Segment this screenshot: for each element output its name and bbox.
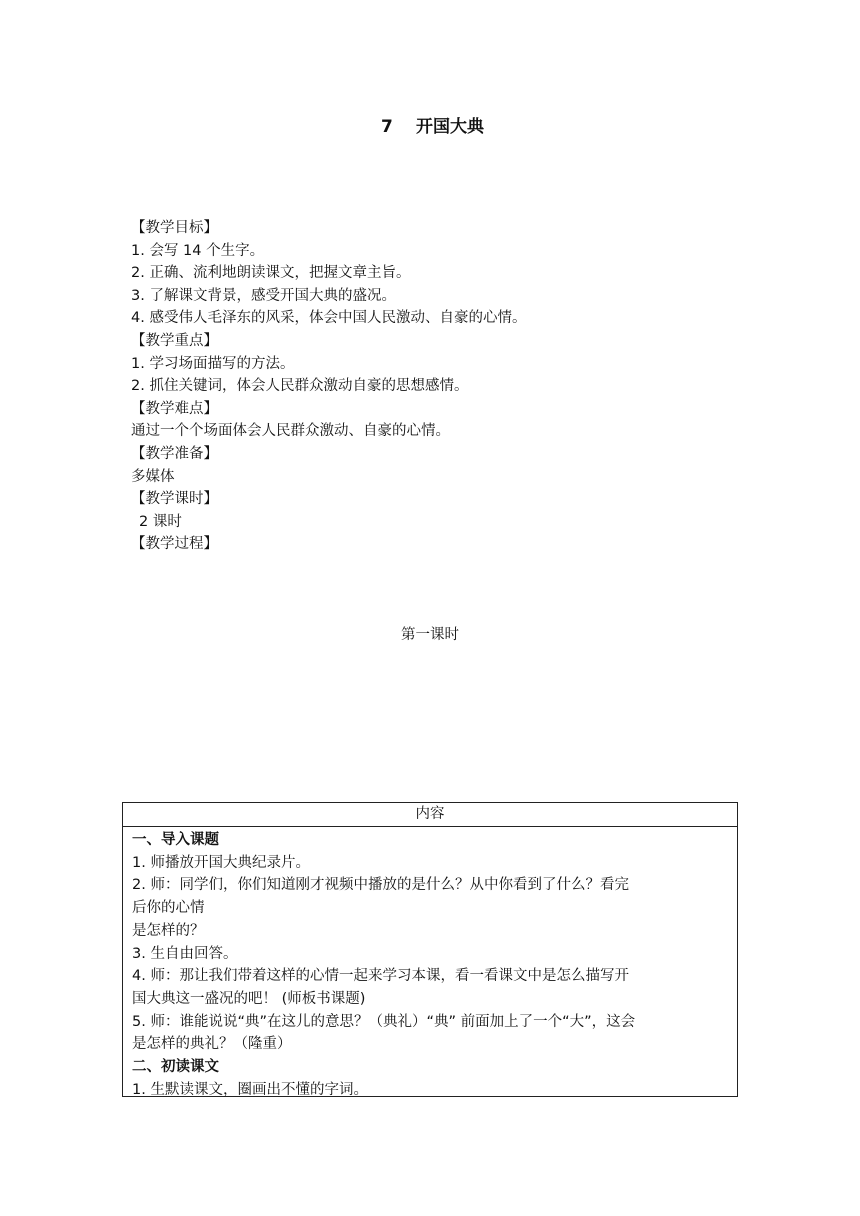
table-header: 内容 <box>123 803 737 827</box>
section-heading: 【教学过程】 <box>131 536 218 553</box>
lesson-number: 7 <box>381 117 393 137</box>
list-item: 1. 学习场面描写的方法。 <box>131 355 295 372</box>
table-row: 5. 师：谁能说说“典”在这儿的意思？（典礼）“典” 前面加上了一个“大”，这会 <box>132 1013 636 1030</box>
lesson-plan-body <box>131 217 751 556</box>
document-title <box>0 116 860 138</box>
table-row: 一、导入课题 <box>132 832 219 848</box>
table-row: 3. 生自由回答。 <box>132 945 238 962</box>
section-heading: 【教学准备】 <box>131 445 218 462</box>
table-row: 国大典这一盛况的吧！ (师板书课题) <box>132 990 366 1007</box>
paragraph: 多媒体 <box>131 468 175 485</box>
table-row: 4. 师：那让我们带着这样的心情一起来学习本课，看一看课文中是怎么描写开 <box>132 968 629 985</box>
lesson-period-heading: 第一课时 <box>401 627 459 643</box>
table-row: 后你的心情 <box>132 900 205 917</box>
table-row: 2. 师：同学们，你们知道刚才视频中播放的是什么？从中你看到了什么？看完 <box>132 877 629 894</box>
table-row: 是怎样的典礼？（隆重） <box>132 1036 292 1053</box>
table-row: 1. 师播放开国大典纪录片。 <box>132 854 310 871</box>
lesson-title: 开国大典 <box>416 117 484 137</box>
section-heading: 【教学难点】 <box>131 400 218 417</box>
section-heading: 【教学重点】 <box>131 332 218 349</box>
paragraph: 通过一个个场面体会人民群众激动、自豪的心情。 <box>131 423 450 440</box>
section-heading: 【教学课时】 <box>131 491 218 508</box>
table-row: 二、初读课文 <box>132 1059 219 1076</box>
paragraph: 2 课时 <box>139 513 182 530</box>
section-heading: 【教学目标】 <box>131 220 218 236</box>
list-item: 1. 会写 14 个生字。 <box>131 242 265 259</box>
list-item: 2. 抓住关键词，体会人民群众激动自豪的思想感情。 <box>131 378 469 395</box>
table-row: 1. 生默读课文，圈画出不懂的字词。 <box>132 1081 368 1098</box>
table-cell <box>123 827 737 1101</box>
list-item: 3. 了解课文背景，感受开国大典的盛况。 <box>131 287 396 304</box>
list-item: 2. 正确、流利地朗读课文，把握文章主旨。 <box>131 265 411 282</box>
list-item: 4. 感受伟人毛泽东的风采，体会中国人民激动、自豪的心情。 <box>131 310 527 327</box>
content-table <box>122 802 738 1097</box>
table-row: 是怎样的？ <box>132 922 205 939</box>
